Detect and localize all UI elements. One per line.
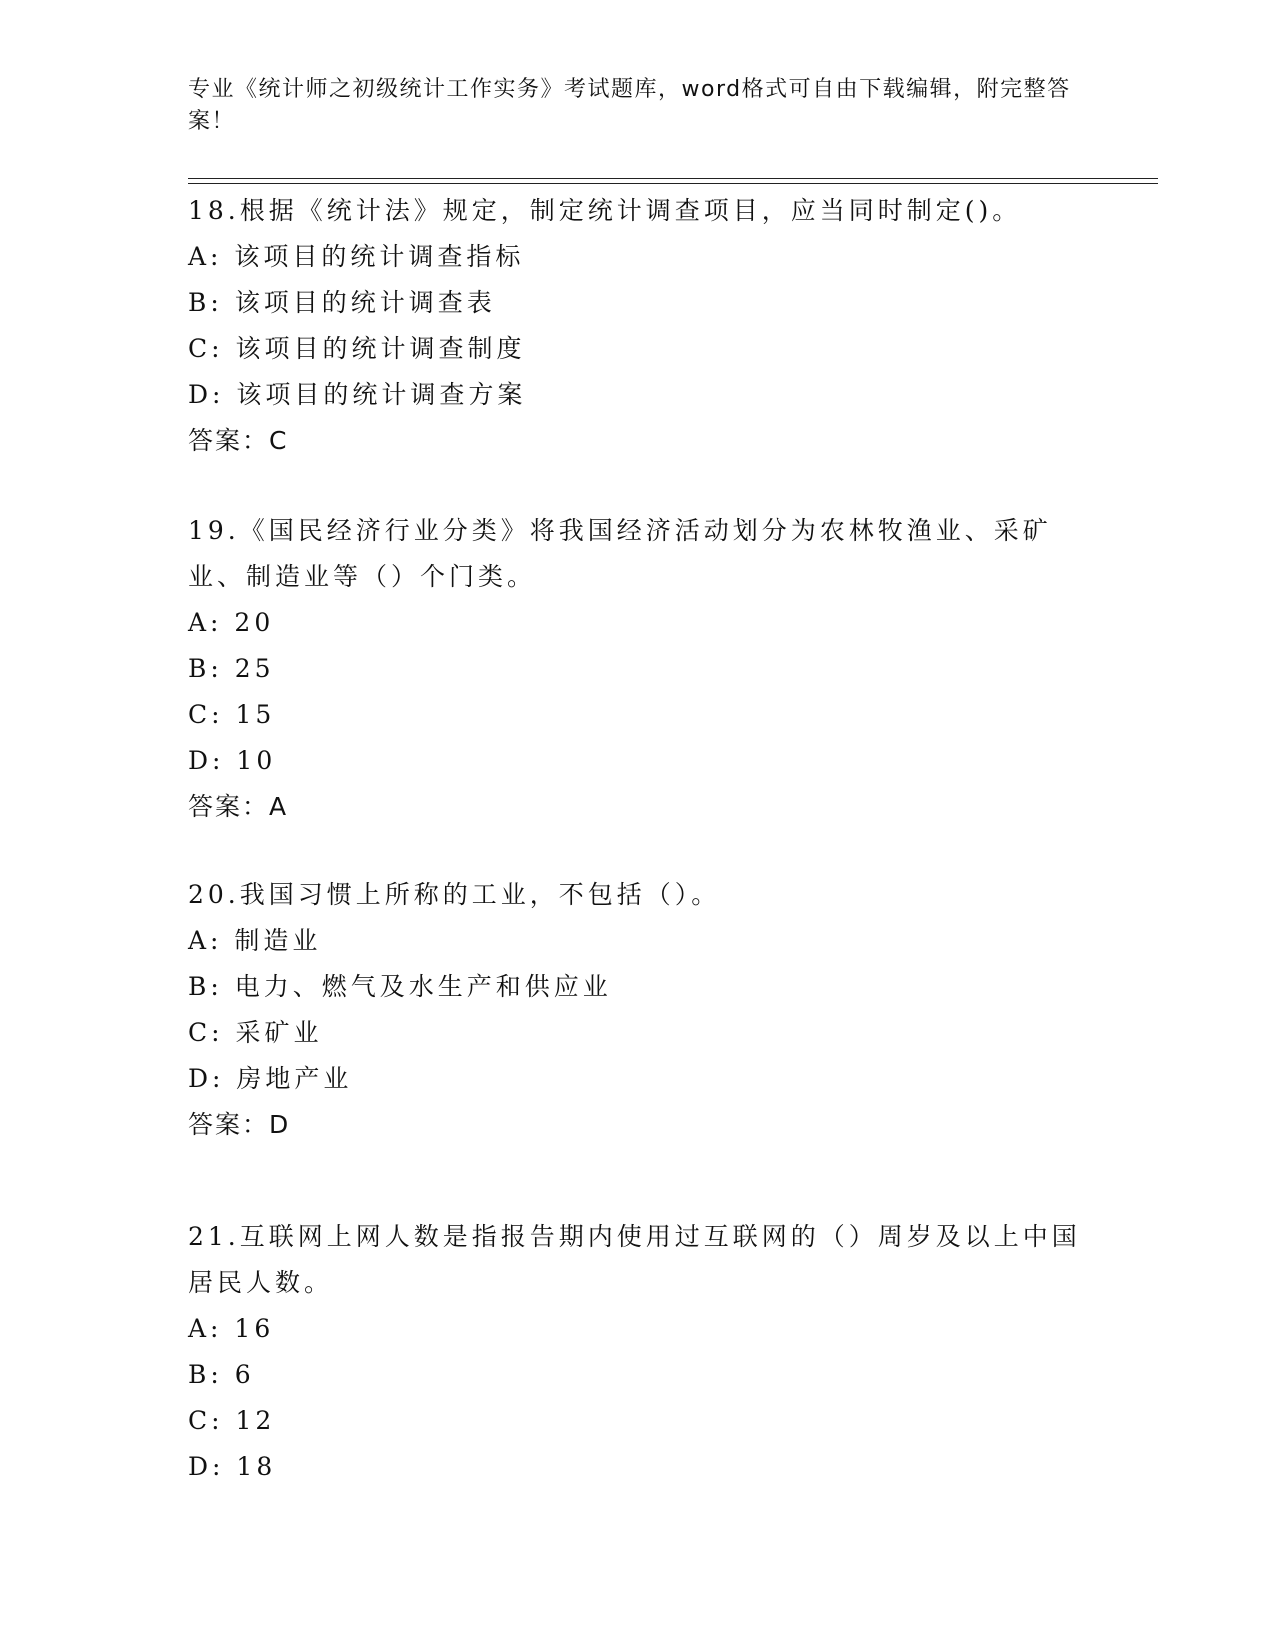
option-c: C: 12 bbox=[188, 1406, 276, 1435]
option-a: A: 制造业 bbox=[188, 926, 322, 955]
question-stem: 19.《国民经济行业分类》将我国经济活动划分为农林牧渔业、采矿业、制造业等（）个门类。 bbox=[188, 516, 1052, 591]
option-a: A: 20 bbox=[188, 608, 275, 637]
question-18 bbox=[188, 188, 1088, 464]
option-d: D: 10 bbox=[188, 746, 277, 775]
option-c: C: 该项目的统计调查制度 bbox=[188, 334, 526, 363]
option-b: B: 6 bbox=[188, 1360, 255, 1389]
header-divider-top bbox=[188, 178, 1158, 179]
question-stem: 21.互联网上网人数是指报告期内使用过互联网的（）周岁及以上中国居民人数。 bbox=[188, 1222, 1081, 1297]
option-a: A: 该项目的统计调查指标 bbox=[188, 242, 525, 271]
option-b: B: 电力、燃气及水生产和供应业 bbox=[188, 972, 612, 1001]
document-header: 专业《统计师之初级统计工作实务》考试题库，word格式可自由下载编辑，附完整答案！ bbox=[188, 77, 1071, 134]
question-stem: 18.根据《统计法》规定，制定统计调查项目，应当同时制定()。 bbox=[188, 196, 1022, 225]
answer-label: 答案：C bbox=[188, 426, 289, 455]
question-20 bbox=[188, 872, 1088, 1148]
answer-label: 答案：D bbox=[188, 1110, 291, 1139]
option-d: D: 18 bbox=[188, 1452, 277, 1481]
option-b: B: 该项目的统计调查表 bbox=[188, 288, 496, 317]
option-a: A: 16 bbox=[188, 1314, 275, 1343]
header-divider-bottom bbox=[188, 183, 1158, 184]
answer-label: 答案：A bbox=[188, 792, 289, 821]
option-c: C: 采矿业 bbox=[188, 1018, 323, 1047]
question-stem: 20.我国习惯上所称的工业，不包括（）。 bbox=[188, 880, 721, 909]
option-d: D: 房地产业 bbox=[188, 1064, 353, 1093]
option-d: D: 该项目的统计调查方案 bbox=[188, 380, 527, 409]
option-b: B: 25 bbox=[188, 654, 275, 683]
question-21 bbox=[188, 1214, 1088, 1490]
option-c: C: 15 bbox=[188, 700, 276, 729]
question-19 bbox=[188, 508, 1088, 830]
